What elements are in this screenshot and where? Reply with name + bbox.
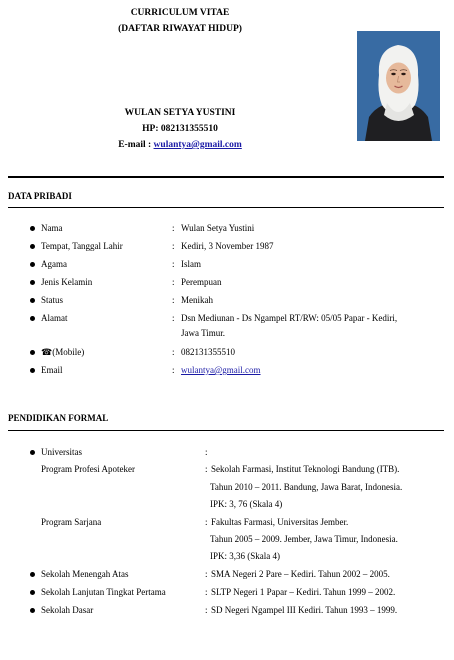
bullet-icon — [30, 450, 35, 455]
profesi-line-2: Tahun 2010 – 2011. Bandung, Jawa Barat, Indonesia. — [210, 482, 403, 492]
colon: : — [172, 223, 175, 233]
profesi-line-1: Sekolah Farmasi, Institut Teknologi Bandung (ITB). — [211, 464, 400, 474]
bullet-icon — [30, 226, 35, 231]
row-label-ttl: Tempat, Tanggal Lahir — [41, 241, 123, 251]
row-value-nama: Wulan Setya Yustini — [181, 223, 255, 233]
profesi-line-3: IPK: 3, 76 (Skala 4) — [210, 499, 283, 509]
colon: : — [172, 241, 175, 251]
row-value-status: Menikah — [181, 295, 213, 305]
row-label-nama: Nama — [41, 223, 63, 233]
sma-value: SMA Negeri 2 Pare – Kediri. Tahun 2002 – 2005. — [211, 569, 390, 579]
full-name: WULAN SETYA YUSTINI — [124, 108, 236, 118]
bullet-icon — [30, 280, 35, 285]
colon: : — [172, 347, 175, 357]
sarjana-line-2: Tahun 2005 – 2009. Jember, Jawa Timur, Indonesia. — [210, 534, 398, 544]
bullet-icon — [30, 244, 35, 249]
cv-title: CURRICULUM VITAE — [130, 8, 230, 18]
email-label: E-mail : — [118, 140, 154, 150]
cv-subtitle: (DAFTAR RIWAYAT HIDUP) — [118, 24, 242, 34]
colon: : — [172, 259, 175, 269]
row-label-status: Status — [41, 295, 64, 305]
profile-photo — [357, 31, 440, 141]
colon: : — [172, 295, 175, 305]
section-pendidikan-title: PENDIDIKAN FORMAL — [8, 413, 109, 423]
row-label-alamat: Alamat — [41, 313, 68, 323]
row-label-email: Email — [41, 365, 63, 375]
bullet-icon — [30, 608, 35, 613]
colon: : — [205, 447, 208, 457]
section-pendidikan-rule — [8, 430, 444, 431]
colon: : — [172, 313, 175, 323]
universitas-label: Universitas — [41, 447, 82, 457]
sltp-value: SLTP Negeri 1 Papar – Kediri. Tahun 1999 – 2002. — [211, 587, 396, 597]
bullet-icon — [30, 316, 35, 321]
sd-value: SD Negeri Ngampel III Kediri. Tahun 1993 – 1999. — [211, 605, 398, 615]
bullet-icon — [30, 590, 35, 595]
email-line — [10, 140, 350, 150]
sarjana-line-3: IPK: 3,36 (Skala 4) — [210, 551, 280, 561]
colon: : — [205, 464, 208, 474]
bullet-icon — [30, 350, 35, 355]
sarjana-label: Program Sarjana — [41, 517, 102, 527]
sd-label: Sekolah Dasar — [41, 605, 94, 615]
profesi-label: Program Profesi Apoteker — [41, 464, 135, 474]
mobile-label: (Mobile) — [52, 347, 85, 357]
bullet-icon — [30, 368, 35, 373]
row-value-alamat: Dsn Mediunan - Ds Ngampel RT/RW: 05/05 Papar - Kediri, — [181, 313, 398, 323]
colon: : — [205, 517, 208, 527]
profile-photo-image — [357, 31, 440, 141]
sltp-label: Sekolah Lanjutan Tingkat Pertama — [41, 587, 166, 597]
row-value-jenis-kelamin: Perempuan — [181, 277, 222, 287]
row-value-alamat-line2: Jawa Timur. — [181, 328, 226, 338]
row-label-jenis-kelamin: Jenis Kelamin — [41, 277, 93, 287]
bullet-icon — [30, 262, 35, 267]
colon: : — [205, 587, 208, 597]
colon: : — [205, 605, 208, 615]
header-divider — [8, 176, 444, 178]
row-value-ttl: Kediri, 3 November 1987 — [181, 241, 274, 251]
row-value-email-container[interactable] — [181, 365, 261, 376]
phone-icon: ☎ — [41, 348, 53, 358]
header-email-link[interactable]: wulantya@gmail.com — [153, 140, 242, 150]
section-data-pribadi-rule — [8, 207, 444, 208]
colon: : — [172, 365, 175, 375]
sarjana-line-1: Fakultas Farmasi, Universitas Jember. — [211, 517, 349, 527]
bullet-icon — [30, 298, 35, 303]
bullet-icon — [30, 572, 35, 577]
sma-label: Sekolah Menengah Atas — [41, 569, 129, 579]
email-link[interactable]: wulantya@gmail.com — [181, 365, 261, 375]
row-value-agama: Islam — [181, 259, 201, 269]
section-data-pribadi-title: DATA PRIBADI — [8, 191, 72, 201]
colon: : — [172, 277, 175, 287]
hp-line: HP: 082131355510 — [142, 124, 218, 134]
colon: : — [205, 569, 208, 579]
row-label-agama: Agama — [41, 259, 67, 269]
row-value-mobile: 082131355510 — [181, 347, 235, 357]
row-label-mobile — [41, 347, 84, 359]
